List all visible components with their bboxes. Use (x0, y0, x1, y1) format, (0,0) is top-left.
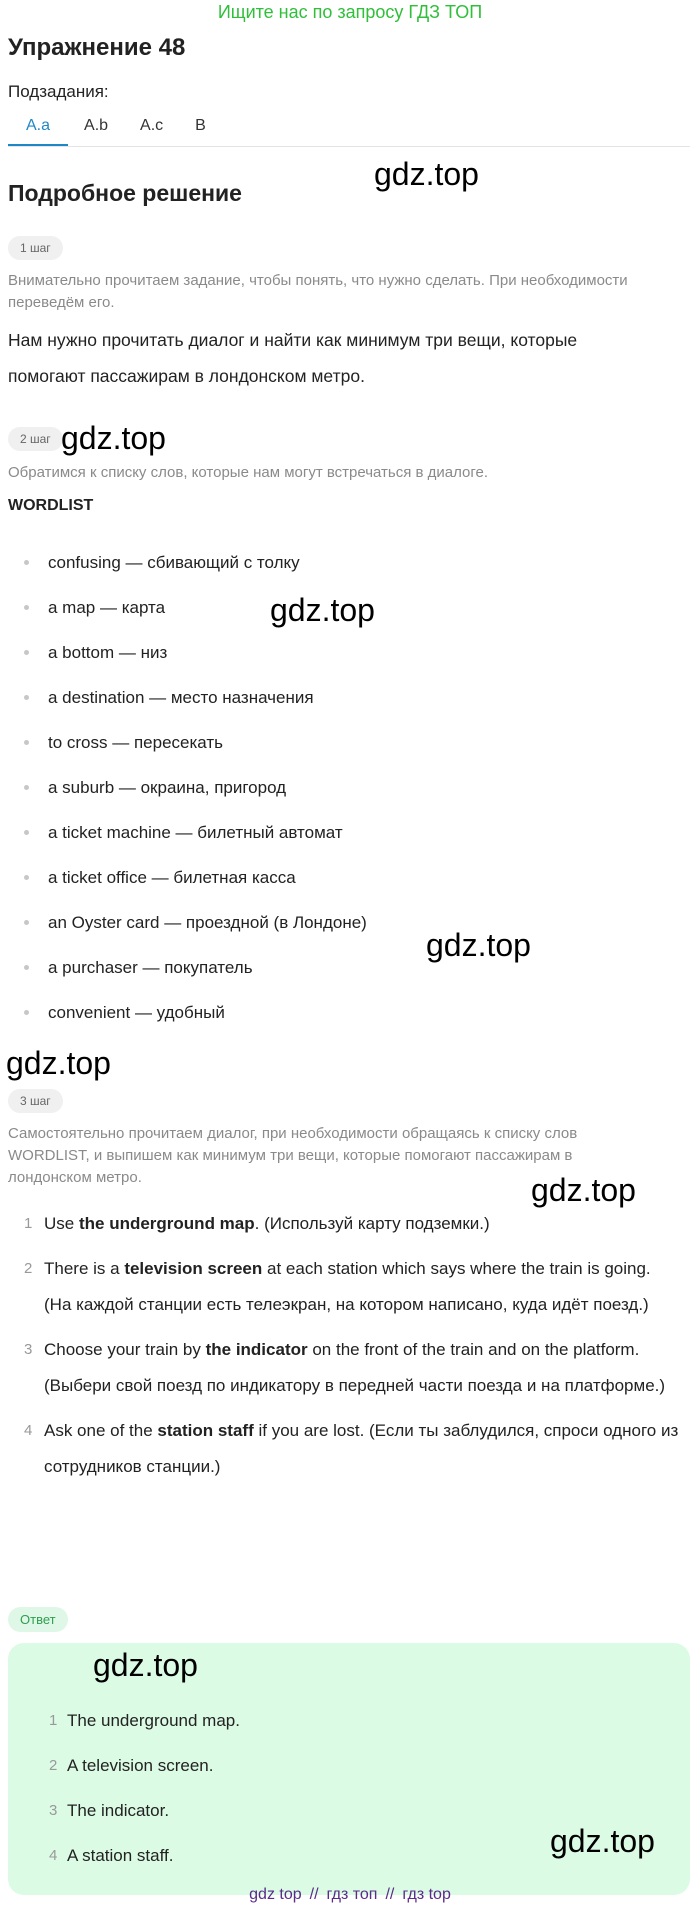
item-text: The indicator. (67, 1801, 170, 1820)
bullet-icon (24, 740, 29, 745)
subtasks-label: Подзадания: (8, 82, 109, 101)
list-item (0, 540, 700, 585)
step-badge: 3 шаг (8, 1089, 63, 1113)
footer-links (0, 1883, 700, 1907)
subtask-tabs (8, 108, 690, 147)
item-text: There is a (44, 1259, 125, 1278)
answer-box (8, 1643, 690, 1895)
item-text: The underground map. (67, 1711, 240, 1730)
item-number: 4 (24, 1422, 33, 1439)
list-item (0, 990, 700, 1035)
step-note: Внимательно прочитаем задание, чтобы понять, что нужно сделать. При необходимости переведём его. (8, 272, 628, 311)
item-text: A station staff. (67, 1846, 174, 1865)
item-keyword: station staff (157, 1421, 254, 1440)
bullet-icon (24, 965, 29, 970)
list-item-text: an Oyster card — проездной (в Лондоне) (48, 913, 367, 932)
item-number: 4 (49, 1847, 58, 1864)
footer-link[interactable]: гдз top (402, 1886, 451, 1903)
wordlist-heading: WORDLIST (8, 497, 94, 514)
watermark: gdz.top (550, 1823, 655, 1859)
list-item (0, 1251, 700, 1323)
footer-link[interactable]: гдз топ (326, 1886, 378, 1903)
item-text: A television screen. (67, 1756, 214, 1775)
list-item (0, 1332, 700, 1404)
item-keyword: the underground map (78, 1214, 255, 1233)
list-item (0, 1413, 700, 1485)
list-item-text: a ticket machine — билетный автомат (48, 823, 343, 842)
list-item-text: a bottom — низ (48, 643, 168, 662)
list-item-text: confusing — сбивающий с толку (48, 553, 300, 572)
item-text: if you are lost. (Если ты заблудился, спроси одного из сотрудников станции.) (44, 1421, 679, 1476)
item-text: Ask one of the (44, 1421, 158, 1440)
item-number: 1 (24, 1215, 33, 1232)
list-item-text: a ticket office — билетная касса (48, 868, 296, 887)
step-text: Нам нужно прочитать диалог и найти как минимум три вещи, которые помогают пассажирам в лондонском метро. (8, 330, 578, 386)
step-note: Обратимся к списку слов, которые нам могут встречаться в диалоге. (8, 464, 489, 481)
list-item (8, 1748, 240, 1793)
tab-a-a[interactable]: A.a (8, 108, 68, 146)
item-number: 1 (49, 1712, 58, 1729)
list-item (0, 900, 700, 945)
list-item-text: a purchaser — покупатель (48, 958, 253, 977)
list-item (0, 810, 700, 855)
answer-list (8, 1703, 240, 1883)
answer-badge: Ответ (8, 1607, 68, 1632)
list-item (8, 1838, 240, 1883)
list-item (0, 1206, 700, 1242)
list-item (8, 1703, 240, 1748)
watermark: gdz.top (93, 1647, 198, 1683)
list-item (0, 855, 700, 900)
watermark: gdz.top (270, 592, 375, 628)
search-hint-banner: Ищите нас по запросу ГДЗ ТОП (217, 2, 483, 22)
item-number: 3 (24, 1341, 33, 1358)
tab-b[interactable]: B (195, 117, 206, 134)
list-item (0, 630, 700, 675)
item-text: Use (44, 1214, 79, 1233)
list-item (0, 765, 700, 810)
item-text: . (Используй карту подземки.) (254, 1214, 490, 1233)
bullet-icon (24, 785, 29, 790)
item-number: 3 (49, 1802, 58, 1819)
item-text: Choose your train by (44, 1340, 206, 1359)
list-item (0, 945, 700, 990)
tab-a-c[interactable]: A.c (140, 117, 164, 134)
list-item (8, 1793, 240, 1838)
list-item-text: to cross — пересекать (48, 733, 224, 752)
item-text: at each station which says where the train is going. (На каждой станции есть телеэкран, на котором написано, куда идёт поезд.) (44, 1259, 651, 1314)
footer-separator: // (385, 1886, 395, 1903)
footer-link[interactable]: gdz top (249, 1886, 302, 1903)
step-badge: 1 шаг (8, 236, 63, 260)
bullet-icon (24, 875, 29, 880)
item-number: 2 (24, 1260, 33, 1277)
watermark: gdz.top (61, 420, 166, 456)
list-item-text: a destination — место назначения (48, 688, 314, 707)
item-number: 2 (49, 1757, 58, 1774)
bullet-icon (24, 650, 29, 655)
list-item (0, 675, 700, 720)
list-item-text: a suburb — окраина, пригород (48, 778, 287, 797)
list-item (0, 720, 700, 765)
tab-a-b[interactable]: A.b (84, 117, 109, 134)
bullet-icon (24, 695, 29, 700)
watermark: gdz.top (374, 156, 479, 192)
item-keyword: the indicator (205, 1340, 308, 1359)
step-note: Самостоятельно прочитаем диалог, при необходимости обращаясь к списку слов WORDLIST, и выпишем как минимум три вещи, которые помогают пассажирам в лондонском метро. (8, 1125, 578, 1186)
footer-separator: // (309, 1886, 319, 1903)
bullet-icon (24, 560, 29, 565)
item-text: on the front of the train and on the platform. (Выбери свой поезд по индикатору в передней части поезда и на платформе.) (44, 1340, 666, 1395)
bullet-icon (24, 605, 29, 610)
bullet-icon (24, 920, 29, 925)
list-item-text: a map — карта (48, 598, 166, 617)
step-badge: 2 шаг (8, 427, 63, 451)
page-title: Упражнение 48 (8, 34, 186, 61)
bullet-icon (24, 830, 29, 835)
solution-heading: Подробное решение (8, 180, 242, 206)
item-keyword: television screen (124, 1259, 263, 1278)
watermark: gdz.top (426, 927, 531, 963)
list-item-text: convenient — удобный (48, 1003, 225, 1022)
watermark: gdz.top (531, 1172, 636, 1208)
watermark: gdz.top (6, 1045, 111, 1081)
bullet-icon (24, 1010, 29, 1015)
solution-list (0, 1206, 700, 1485)
